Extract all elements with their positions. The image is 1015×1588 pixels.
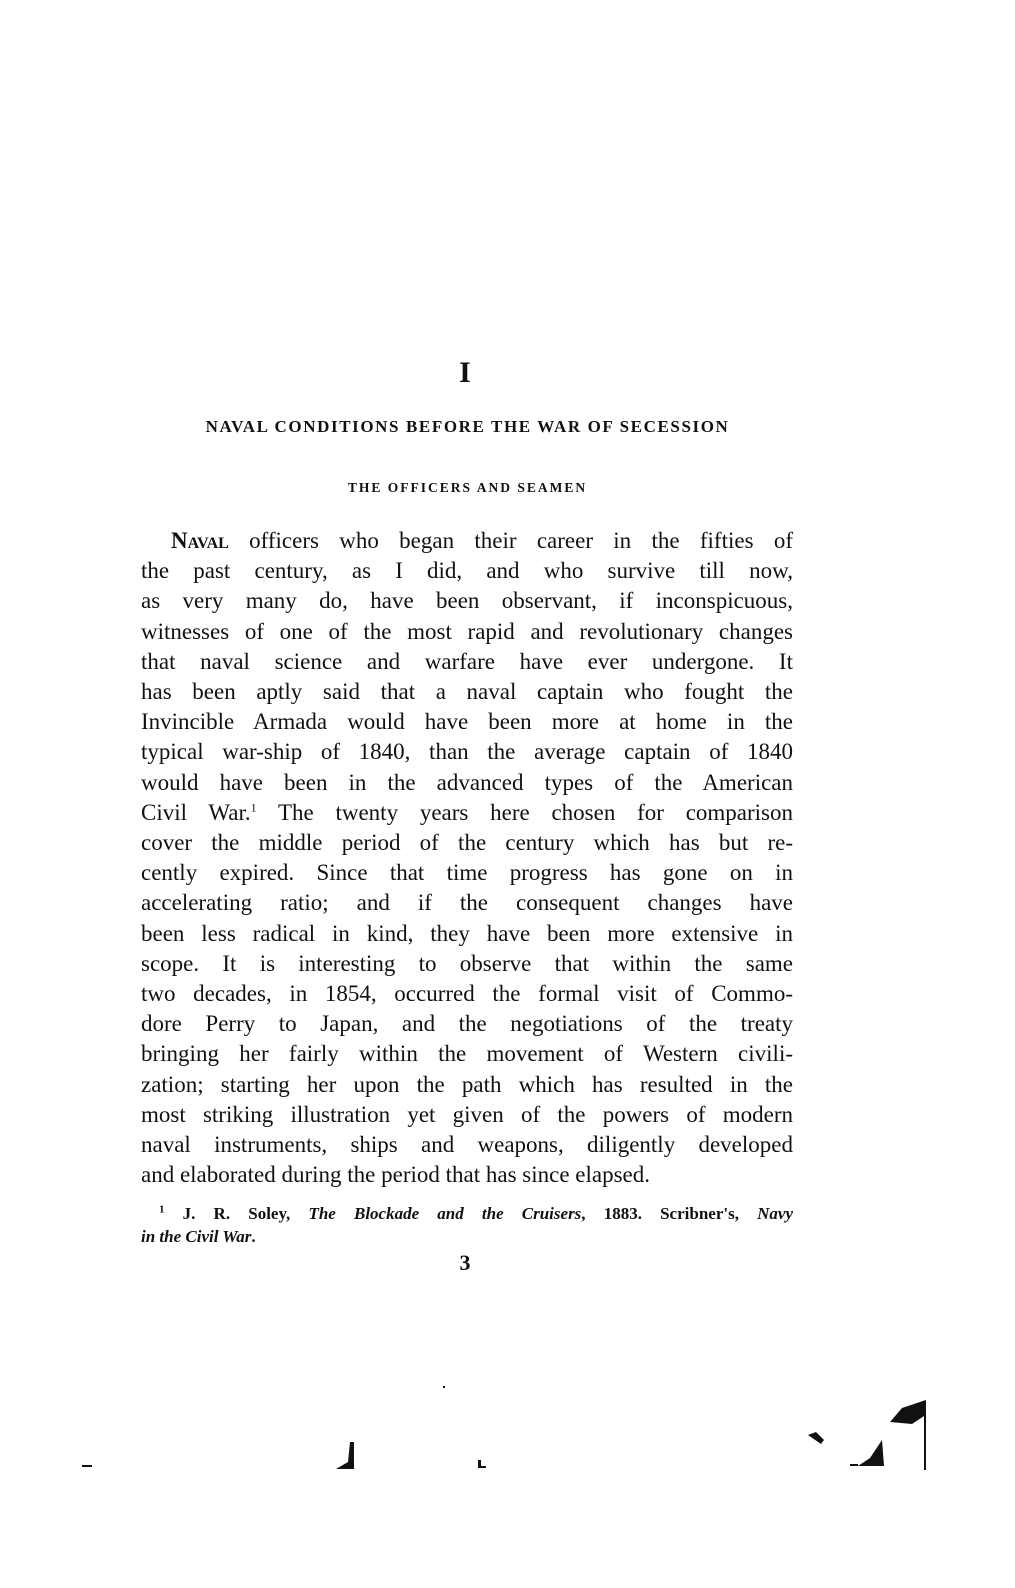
footnote-line: $^1$ J. R. Soley, The Blockade and the Cruisers, 1883. Scribner's, Navy [159,1203,793,1223]
body-line: witnesses of one of the most rapid and revolutionary changes [141,618,793,644]
scan-artifact-mark [850,1400,930,1472]
chapter-number: I [459,356,471,389]
footnote-title: The Blockade and the Cruisers [308,1204,582,1223]
section-title: THE OFFICERS AND SEAMEN [347,480,588,495]
body-line: Invincible Armada would have been more at home in the [141,709,793,735]
body-line: Civil War.$^1$ The twenty years here chosen for comparison [141,799,794,825]
scan-artifact-mark [336,1442,358,1470]
lead-word: Naval [171,528,229,553]
body-line: cover the middle period of the century which has but re- [141,830,793,856]
body-line: the past century, as I did, and who survive till now, [141,558,793,584]
body-line: cently expired. Since that time progress has gone on in [141,860,793,886]
body-line: would have been in the advanced types of the American [141,769,793,795]
body-line: bringing her fairly within the movement of Western civili- [141,1041,793,1067]
scan-artifact-mark [808,1432,828,1446]
body-line: scope. It is interesting to observe that within the same [141,950,793,976]
page-number: 3 [459,1250,471,1275]
footnote-reference[interactable]: 1 [250,800,257,815]
body-line: as very many do, have been observant, if inconspicuous, [141,588,793,614]
body-line: accelerating ratio; and if the consequent changes have [141,890,793,916]
body-line: most striking illustration yet given of the powers of modern [141,1101,793,1127]
body-line: and elaborated during the period that has since elapsed. [141,1162,651,1188]
footnote-line: in the Civil War. [141,1227,256,1246]
body-line: two decades, in 1854, occurred the formal visit of Commo- [141,981,793,1007]
body-line: zation; starting her upon the path which has resulted in the [141,1071,793,1097]
body-line: Naval officers who began their career in the fifties of [171,528,793,553]
footnote-mark: 1 [159,1203,165,1216]
body-line: has been aptly said that a naval captain who fought the [141,679,793,705]
body-line: naval instruments, ships and weapons, diligently developed [141,1132,793,1158]
footnote [141,1202,793,1248]
body-paragraph [141,526,793,1190]
chapter-title: NAVAL CONDITIONS BEFORE THE WAR OF SECESSION [205,417,730,436]
body-line: typical war-ship of 1840, than the average captain of 1840 [141,739,793,765]
body-line: been less radical in kind, they have been more extensive in [141,920,793,946]
body-line: that naval science and warfare have ever undergone. It [141,648,793,674]
body-line: dore Perry to Japan, and the negotiations of the treaty [141,1011,793,1037]
